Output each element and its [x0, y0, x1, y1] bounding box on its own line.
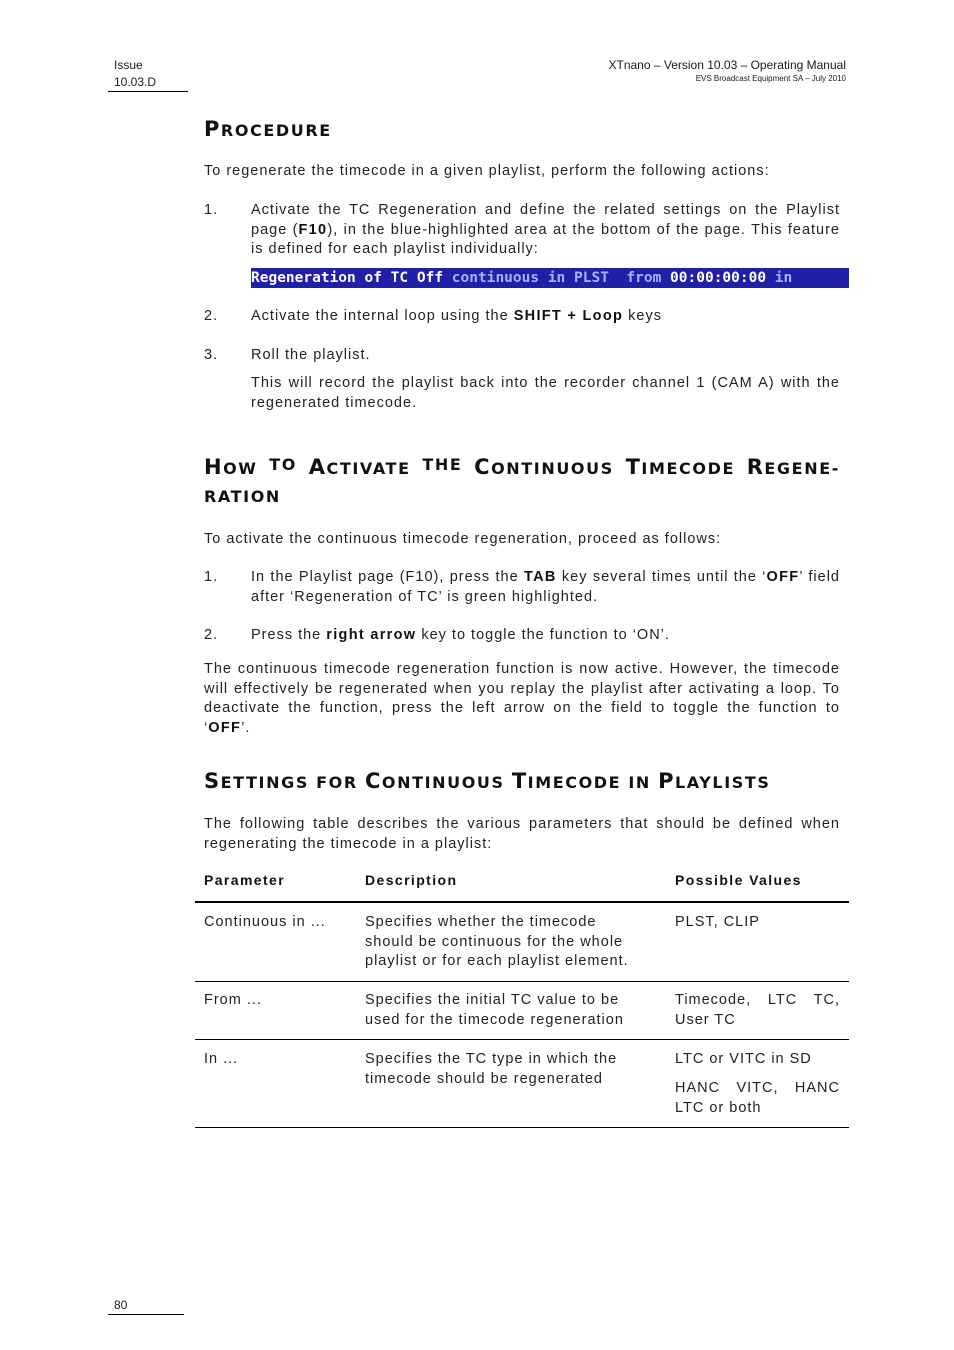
key-right-arrow: right arrow [326, 627, 417, 643]
procedure-step-1: Activate the TC Regeneration and define the related settings on the Playlist page (F10), in the blue-highlighted area at the bottom of the page. This feature is defined for each playlist individually: [251, 202, 840, 257]
table-cell-description: Specifies whether the timecode should be continuous for the whole playlist or for each playlist element. [365, 914, 629, 969]
table-header-rule [195, 901, 849, 903]
table-cell-parameter: Continuous in ... [204, 914, 326, 930]
step-number: 1. [204, 569, 219, 585]
procedure-step-3-note: This will record the playlist back into the recorder channel 1 (CAM A) with the regenerated timecode. [251, 375, 840, 411]
table-header-parameter: Parameter [204, 872, 286, 888]
step-number: 3. [204, 347, 219, 363]
key-shift-loop: SHIFT + Loop [513, 308, 624, 324]
table-cell-values: LTC or VITC in SD [675, 1051, 812, 1067]
footer-rule [108, 1314, 184, 1315]
header-rule [108, 91, 188, 92]
step-number: 2. [204, 627, 219, 643]
procedure-step-2: Activate the internal loop using the SHIFT + Loop keys [251, 308, 662, 324]
table-cell-description: Specifies the TC type in which the timecode should be regenerated [365, 1051, 618, 1087]
step-number: 2. [204, 308, 219, 324]
section-title-activate-line2: RATION [204, 487, 281, 506]
key-f10: F10 [298, 221, 328, 238]
procedure-intro: To regenerate the timecode in a given playlist, perform the following actions: [204, 163, 770, 179]
issue-number: 10.03.D [114, 75, 157, 89]
section-title-procedure: PROCEDURE [204, 117, 332, 141]
table-cell-description: Specifies the initial TC value to be used for the timecode regeneration [365, 992, 624, 1028]
table-header-description: Description [365, 872, 458, 888]
activate-intro: To activate the continuous timecode regeneration, proceed as follows: [204, 531, 722, 547]
table-cell-values: HANC VITC, HANC LTC or both [675, 1080, 840, 1116]
section-title-settings: SETTINGS FOR CONTINUOUS TIMECODE IN PLAYLISTS [204, 769, 771, 793]
step-number: 1. [204, 202, 219, 218]
procedure-step-3: Roll the playlist. [251, 347, 371, 363]
activate-paragraph: The continuous timecode regeneration function is now active. However, the timecode will effectively be regenerated when you replay the playlist after activating a loop. To deactivate the function, press the left arrow on the field to toggle the function to ‘OFF’. [204, 661, 840, 736]
activate-step-1: In the Playlist page (F10), press the TAB key several times until the ‘OFF’ field after ‘Regeneration of TC’ is green highlighted. [251, 569, 840, 605]
key-off: OFF [208, 719, 242, 736]
table-bottom-rule [195, 1127, 849, 1128]
key-tab: TAB [523, 569, 557, 585]
table-cell-values: PLST, CLIP [675, 914, 760, 930]
table-header-values: Possible Values [675, 872, 802, 888]
table-cell-values: Timecode, LTC TC, User TC [675, 992, 840, 1028]
manual-title: XTnano – Version 10.03 – Operating Manual [608, 58, 846, 72]
settings-intro: The following table describes the various parameters that should be defined when regenerating the timecode in a playlist: [204, 816, 840, 852]
section-title-activate: HOW TO ACTIVATE THE CONTINUOUS TIMECODE REGENE- [204, 455, 840, 479]
table-row-rule [195, 981, 849, 982]
tc-regeneration-screen-bar: Regeneration of TC Off continuous in PLST from 00:00:00:00 in [251, 268, 849, 288]
table-cell-parameter: In ... [204, 1051, 239, 1067]
publisher: EVS Broadcast Equipment SA – July 2010 [695, 74, 846, 83]
issue-label: Issue [114, 58, 143, 72]
page-number: 80 [114, 1298, 128, 1312]
table-row-rule [195, 1039, 849, 1040]
table-cell-parameter: From ... [204, 992, 262, 1008]
activate-step-2: Press the right arrow key to toggle the function to ‘ON’. [251, 627, 670, 643]
key-off: OFF [766, 569, 800, 585]
